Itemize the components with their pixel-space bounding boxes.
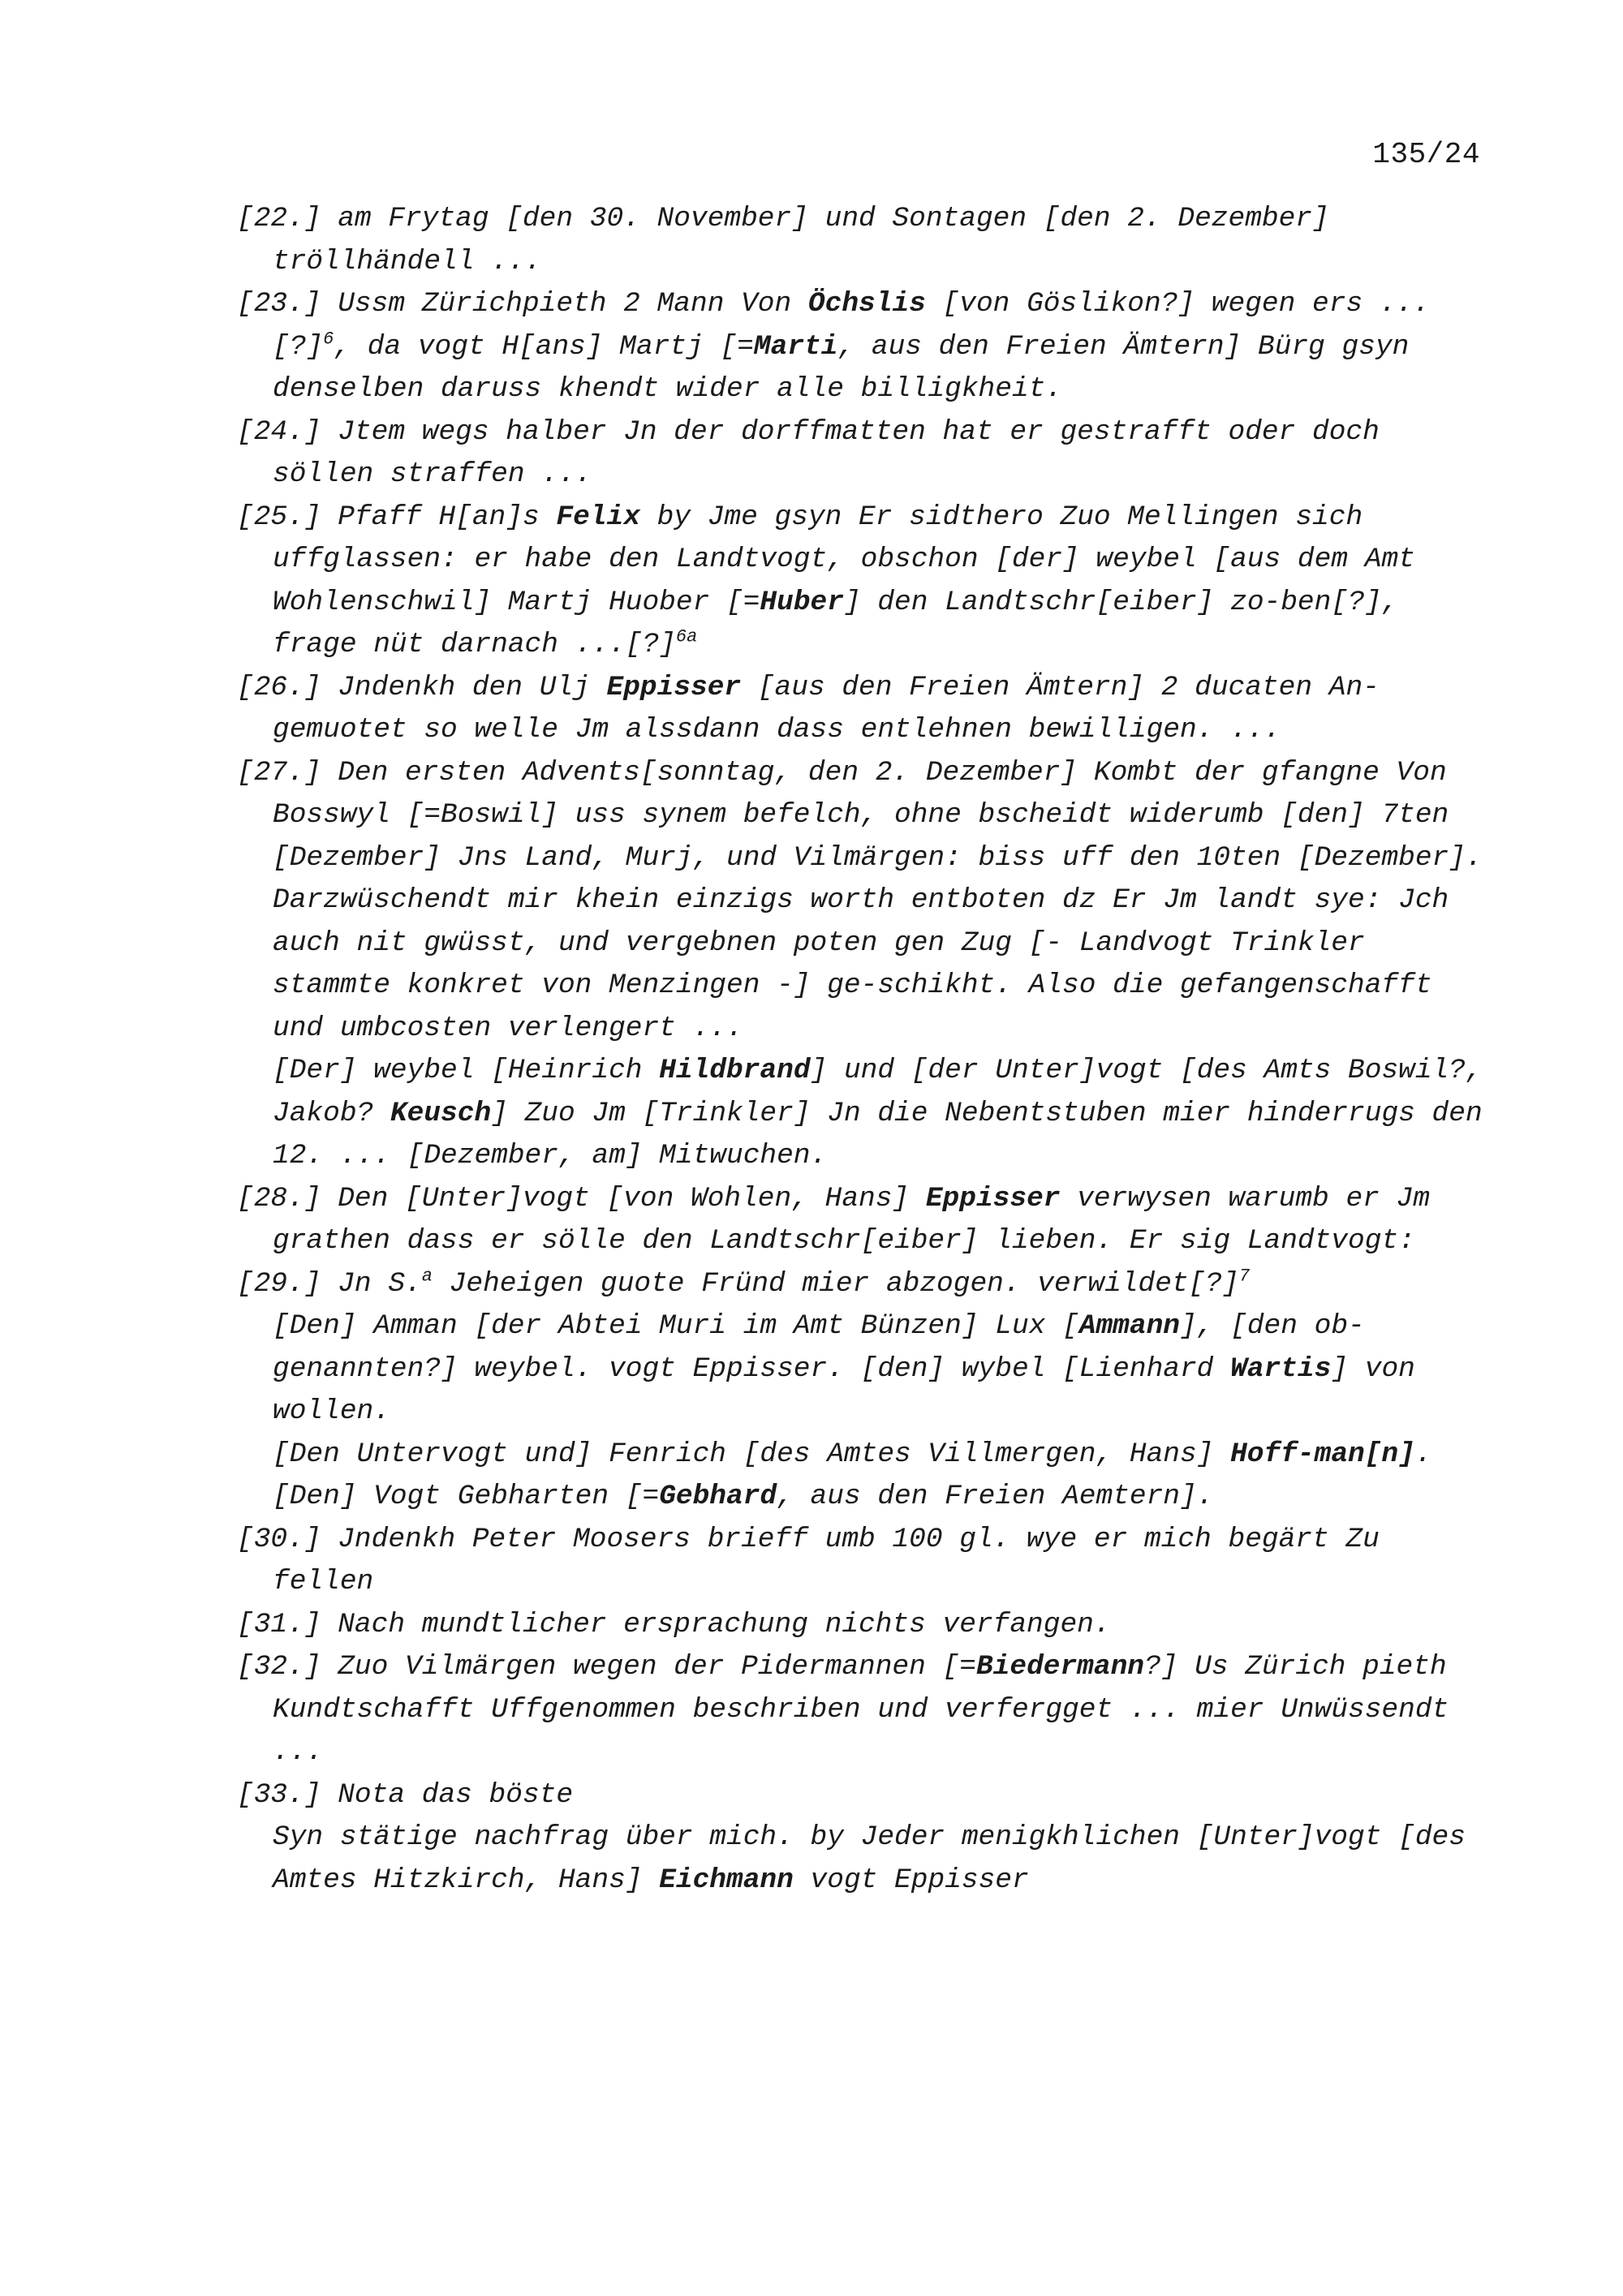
- name-bold: Biedermann: [975, 1651, 1144, 1683]
- footnote-ref: 6a: [675, 626, 698, 647]
- footnote-ref: 7: [1238, 1266, 1250, 1286]
- name-bold: Eppisser: [606, 671, 742, 703]
- name-bold: Eichmann: [659, 1864, 794, 1896]
- name-bold: Hoff-man[n]: [1230, 1438, 1415, 1470]
- entry-29: [29.] Jn S.$^a$ Jeheigen guote Fründ mier abzogen. verwildet[?]$^7$: [237, 1266, 1250, 1300]
- entry-24: [24.] Jtem wegs halber Jn der dorffmatten hat er gestrafft oder doch söllen straffen ...: [237, 415, 1380, 490]
- entry-26: [26.] Jndenkh den Ulj Eppisser [aus den Freien Ämtern] 2 ducaten An-gemuotet so welle Jm alssdann dass entlehnen bewilligen. ...: [237, 671, 1380, 746]
- entry-27-continued: [Der] weybel [Heinrich Hildbrand] und [der Unter]vogt [des Amts Boswil?, Jakob? Keusch] Zuo Jm [Trinkler] Jn die Nebentstuben mier hinderrugs den 12. ... [Dezember, am] Mitwuchen.: [273, 1055, 1483, 1172]
- entry-22: [22.] am Frytag [den 30. November] und Sontagen [den 2. Dezember] tröllhändell ...: [237, 203, 1329, 277]
- entry-29-list-2: [Den Untervogt und] Fenrich [des Amtes Villmergen, Hans] Hoff-man[n].: [273, 1438, 1432, 1470]
- entry-30: [30.] Jndenkh Peter Moosers brieff umb 100 gl. wye er mich begärt Zu fellen: [237, 1523, 1380, 1597]
- entry-32: [32.] Zuo Vilmärgen wegen der Pidermannen [=Biedermann?] Us Zürich pieth Kundtschafft Uffgenommen beschriben und verfergget ... mier Unwüssendt ...: [237, 1651, 1449, 1768]
- name-bold: Eppisser: [925, 1182, 1061, 1215]
- name-bold: Wartis: [1230, 1352, 1332, 1385]
- page-number: 135/24: [1372, 138, 1480, 171]
- entry-23: [23.] Ussm Zürichpieth 2 Mann Von Öchslis [von Göslikon?] wegen ers ...[?]$^6$, da vogt H[ans] Martj [=Marti, aus den Freien Ämtern] Bürg gsyn denselben daruss khendt wider alle billigkheit.: [237, 288, 1430, 405]
- name-bold: Gebhard: [659, 1481, 777, 1512]
- footnote-ref: 6: [323, 329, 334, 349]
- name-bold: Keusch: [390, 1097, 492, 1129]
- name-bold: Hildbrand: [659, 1055, 811, 1086]
- entry-29-list-1: [Den] Amman [der Abtei Muri im Amt Bünzen] Lux [Ammann], [den ob-genannten?] weybel. vogt Eppisser. [den] wybel [Lienhard Wartis] von wollen.: [273, 1310, 1415, 1427]
- entry-29-list-3: [Den] Vogt Gebharten [=Gebhard, aus den Freien Aemtern].: [273, 1481, 1214, 1512]
- document-body: [237, 198, 1487, 1902]
- name-bold: Marti: [753, 330, 838, 363]
- name-bold: Huber: [760, 586, 844, 618]
- entry-33: [33.] Nota das böste: [237, 1778, 574, 1811]
- name-bold: Öchslis: [807, 288, 926, 320]
- entry-31: [31.] Nach mundtlicher ersprachung nichts verfangen.: [237, 1608, 1111, 1640]
- superscript: a: [421, 1266, 433, 1286]
- entry-27: [27.] Den ersten Advents[sonntag, den 2. Dezember] Kombt der gfangne Von Bosswyl [=Boswil] uss synem befelch, ohne bscheidt widerumb [den] 7ten [Dezember] Jns Land, Murj, und Vilmärgen: biss uff den 10ten [Dezember]. Darzwüschendt mir khein einzigs worth entboten dz Er Jm landt sye: Jch auch nit gwüsst, und vergebnen poten gen Zug [- Landvogt Trinkler stammte konkret von Menzingen -] ge-schikht. Also die gefangenschafft und umbcosten verlengert ...: [237, 756, 1483, 1044]
- name-bold: Ammann: [1078, 1310, 1180, 1342]
- name-bold: Felix: [556, 501, 640, 533]
- entry-25: [25.] Pfaff H[an]s Felix by Jme gsyn Er sidthero Zuo Mellingen sich uffglassen: er habe den Landtvogt, obschon [der] weybel [aus dem Amt Wohlenschwil] Martj Huober [=Huber] den Landtschr[eiber] zo-ben[?], frage nüt darnach ...[?]$^{6a}$: [237, 501, 1415, 660]
- entry-28: [28.] Den [Unter]vogt [von Wohlen, Hans] Eppisser verwysen warumb er Jm grathen dass er sölle den Landtschr[eiber] lieben. Er sig Landtvogt:: [237, 1182, 1430, 1257]
- entry-33-continued: Syn stätige nachfrag über mich. by Jeder menigkhlichen [Unter]vogt [des Amtes Hitzkirch, Hans] Eichmann vogt Eppisser: [273, 1821, 1466, 1896]
